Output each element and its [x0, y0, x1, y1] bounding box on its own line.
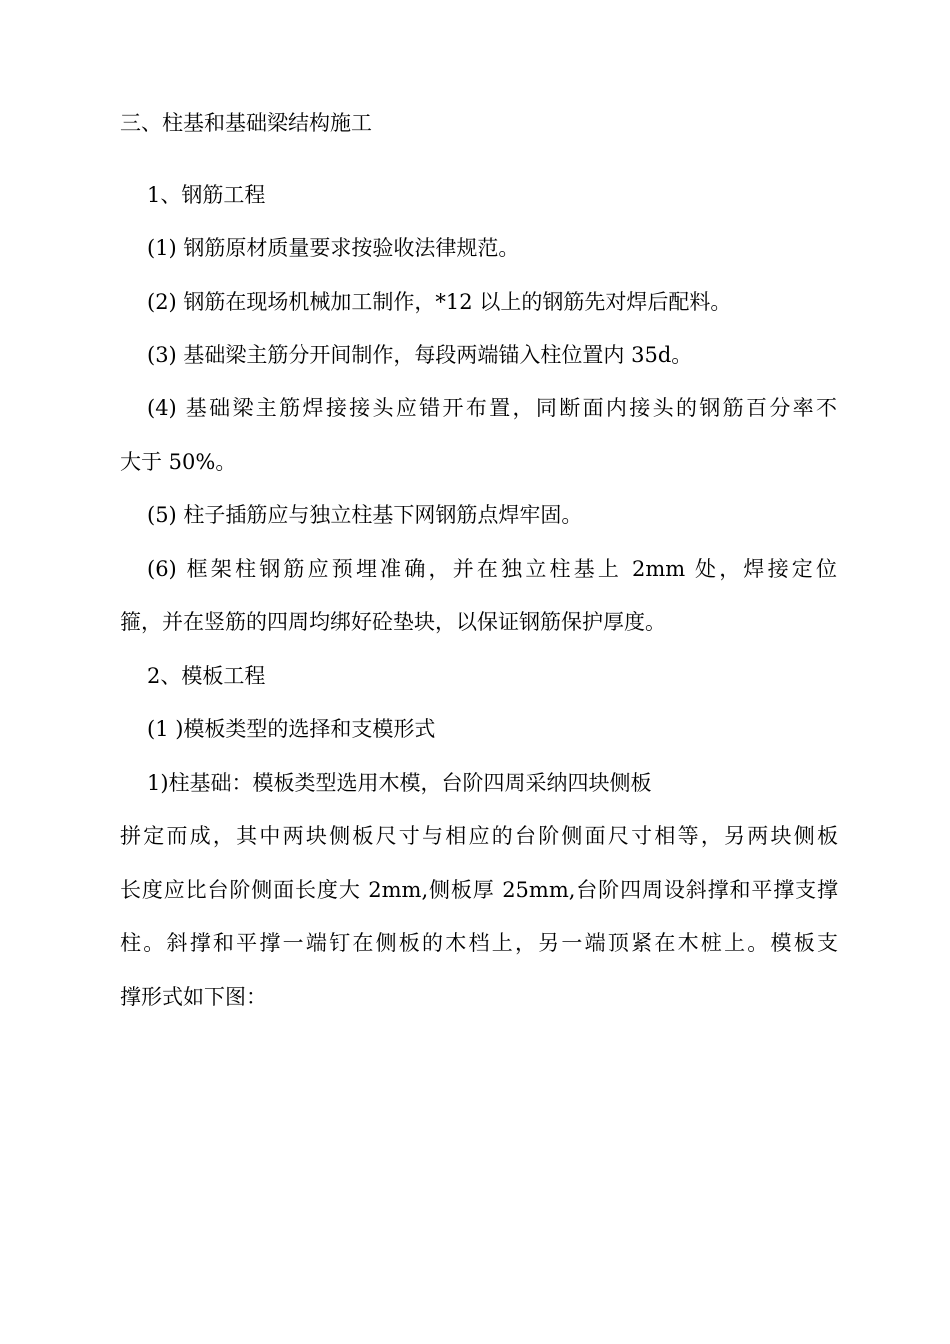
- section-title: 三、柱基和基础梁结构施工: [120, 111, 372, 135]
- formwork-sub-heading: (1 )模板类型的选择和支模形式: [147, 717, 436, 741]
- rebar-item-3: (3) 基础梁主筋分开间制作，每段两端锚入柱位置内 35d。: [147, 343, 693, 367]
- formwork-paragraph-line-5: 撑形式如下图：: [120, 985, 267, 1009]
- rebar-heading: 1、钢筋工程: [147, 183, 266, 207]
- formwork-paragraph-line-4: 柱。斜撑和平撑一端钉在侧板的木档上，另一端顶紧在木桩上。模板支: [120, 931, 838, 955]
- rebar-item-6-line-1: (6) 框架柱钢筋应预埋准确，并在独立柱基上 2mm 处，焊接定位: [147, 557, 837, 581]
- rebar-item-1: (1) 钢筋原材质量要求按验收法律规范。: [147, 236, 520, 260]
- rebar-item-2: (2) 钢筋在现场机械加工制作，*12 以上的钢筋先对焊后配料。: [147, 290, 732, 314]
- rebar-item-4-line-2: 大于 50%。: [120, 450, 237, 474]
- formwork-paragraph-line-3: 长度应比台阶侧面长度大 2mm,侧板厚 25mm,台阶四周设斜撑和平撑支撑: [120, 878, 838, 902]
- rebar-item-6-line-2: 箍，并在竖筋的四周均绑好砼垫块，以保证钢筋保护厚度。: [120, 610, 666, 634]
- formwork-heading: 2、模板工程: [147, 664, 266, 688]
- rebar-item-5: (5) 柱子插筋应与独立柱基下网钢筋点焊牢固。: [147, 503, 583, 527]
- formwork-paragraph-line-1: 1)柱基础：模板类型选用木模，台阶四周采纳四块侧板: [147, 771, 652, 795]
- rebar-item-4-line-1: (4) 基础梁主筋焊接接头应错开布置，同断面内接头的钢筋百分率不: [147, 396, 837, 420]
- formwork-paragraph-line-2: 拼定而成，其中两块侧板尺寸与相应的台阶侧面尺寸相等，另两块侧板: [120, 824, 838, 848]
